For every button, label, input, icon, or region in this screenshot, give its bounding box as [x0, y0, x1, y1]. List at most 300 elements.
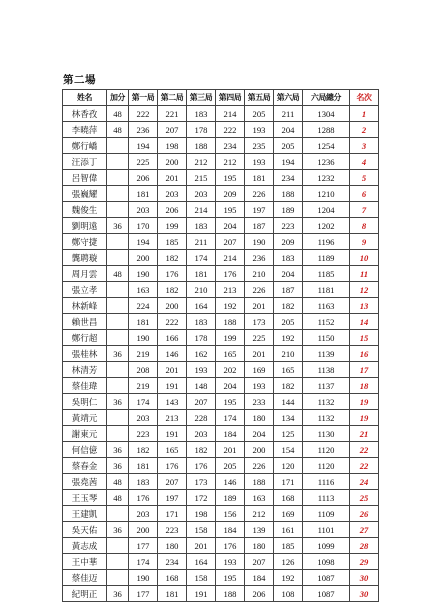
cell-game-5: 184	[245, 570, 274, 586]
cell-game-1: 206	[129, 170, 158, 186]
cell-game-5: 201	[245, 298, 274, 314]
cell-name: 林新峰	[63, 298, 107, 314]
cell-game-3: 183	[187, 314, 216, 330]
table-row	[63, 202, 379, 218]
cell-total: 1087	[303, 570, 350, 586]
cell-rank: 3	[350, 138, 379, 154]
cell-game-6: 234	[274, 170, 303, 186]
cell-total: 1139	[303, 346, 350, 362]
cell-game-1: 163	[129, 282, 158, 298]
cell-name: 黃靖元	[63, 410, 107, 426]
table-row	[63, 330, 379, 346]
cell-game-6: 223	[274, 218, 303, 234]
table-row	[63, 250, 379, 266]
cell-game-3: 215	[187, 170, 216, 186]
cell-game-4: 174	[216, 410, 245, 426]
cell-game-5: 226	[245, 282, 274, 298]
cell-game-3: 182	[187, 442, 216, 458]
cell-game-4: 212	[216, 154, 245, 170]
cell-game-4: 176	[216, 538, 245, 554]
cell-bonus	[107, 506, 129, 522]
cell-total: 1137	[303, 378, 350, 394]
cell-game-6: 187	[274, 282, 303, 298]
cell-game-2: 171	[158, 506, 187, 522]
cell-game-2: 199	[158, 218, 187, 234]
table-row	[63, 314, 379, 330]
table-row	[63, 474, 379, 490]
cell-name: 吳天佑	[63, 522, 107, 538]
cell-game-3: 214	[187, 202, 216, 218]
cell-game-4: 205	[216, 458, 245, 474]
cell-game-2: 182	[158, 282, 187, 298]
cell-rank: 8	[350, 218, 379, 234]
cell-game-2: 203	[158, 186, 187, 202]
cell-game-2: 221	[158, 106, 187, 122]
cell-game-1: 194	[129, 234, 158, 250]
table-row	[63, 170, 379, 186]
cell-game-1: 224	[129, 298, 158, 314]
cell-game-3: 198	[187, 506, 216, 522]
cell-game-1: 200	[129, 522, 158, 538]
cell-rank: 18	[350, 378, 379, 394]
table-row	[63, 586, 379, 602]
cell-name: 林香孜	[63, 106, 107, 122]
cell-rank: 19	[350, 410, 379, 426]
cell-rank: 4	[350, 154, 379, 170]
table-row	[63, 522, 379, 538]
cell-game-3: 183	[187, 218, 216, 234]
cell-name: 吳明仁	[63, 394, 107, 410]
cell-rank: 19	[350, 394, 379, 410]
cell-game-6: 192	[274, 570, 303, 586]
cell-bonus	[107, 554, 129, 570]
cell-game-6: 171	[274, 474, 303, 490]
score-table-body	[63, 106, 379, 602]
cell-game-6: 125	[274, 426, 303, 442]
cell-name: 王建凱	[63, 506, 107, 522]
cell-game-1: 223	[129, 426, 158, 442]
cell-game-4: 207	[216, 234, 245, 250]
table-row	[63, 554, 379, 570]
cell-game-2: 181	[158, 586, 187, 602]
cell-name: 賴世昌	[63, 314, 107, 330]
cell-game-6: 204	[274, 122, 303, 138]
cell-game-5: 225	[245, 330, 274, 346]
cell-game-2: 223	[158, 522, 187, 538]
cell-name: 王中華	[63, 554, 107, 570]
cell-game-6: 205	[274, 314, 303, 330]
cell-bonus	[107, 282, 129, 298]
cell-game-1: 219	[129, 346, 158, 362]
cell-total: 1288	[303, 122, 350, 138]
cell-game-4: 156	[216, 506, 245, 522]
cell-bonus	[107, 298, 129, 314]
cell-game-3: 164	[187, 298, 216, 314]
cell-rank: 15	[350, 330, 379, 346]
table-row	[63, 426, 379, 442]
cell-total: 1132	[303, 394, 350, 410]
header-total: 六局總分	[303, 90, 350, 106]
cell-game-2: 200	[158, 298, 187, 314]
cell-total: 1109	[303, 506, 350, 522]
cell-total: 1189	[303, 250, 350, 266]
cell-game-6: 204	[274, 266, 303, 282]
cell-game-6: 205	[274, 138, 303, 154]
cell-game-5: 139	[245, 522, 274, 538]
cell-game-2: 201	[158, 362, 187, 378]
cell-game-4: 204	[216, 378, 245, 394]
cell-bonus	[107, 330, 129, 346]
table-row	[63, 378, 379, 394]
cell-rank: 21	[350, 426, 379, 442]
cell-total: 1101	[303, 522, 350, 538]
cell-game-4: 214	[216, 106, 245, 122]
cell-game-1: 177	[129, 538, 158, 554]
cell-game-5: 188	[245, 474, 274, 490]
cell-game-6: 185	[274, 538, 303, 554]
cell-game-5: 187	[245, 218, 274, 234]
cell-game-6: 210	[274, 346, 303, 362]
cell-game-2: 143	[158, 394, 187, 410]
cell-name: 張立孝	[63, 282, 107, 298]
cell-game-3: 178	[187, 330, 216, 346]
cell-game-6: 120	[274, 458, 303, 474]
cell-game-1: 194	[129, 138, 158, 154]
table-row	[63, 346, 379, 362]
cell-bonus	[107, 234, 129, 250]
cell-game-6: 189	[274, 202, 303, 218]
cell-game-4: 184	[216, 426, 245, 442]
cell-game-5: 173	[245, 314, 274, 330]
header-bonus: 加分	[107, 90, 129, 106]
cell-game-4: 202	[216, 362, 245, 378]
cell-total: 1120	[303, 458, 350, 474]
cell-total: 1236	[303, 154, 350, 170]
cell-game-2: 165	[158, 442, 187, 458]
cell-game-4: 199	[216, 330, 245, 346]
cell-game-6: 182	[274, 298, 303, 314]
cell-game-3: 148	[187, 378, 216, 394]
cell-rank: 30	[350, 570, 379, 586]
cell-name: 蔡春金	[63, 458, 107, 474]
table-row	[63, 442, 379, 458]
cell-game-6: 144	[274, 394, 303, 410]
cell-name: 何信億	[63, 442, 107, 458]
cell-game-2: 213	[158, 410, 187, 426]
cell-game-5: 197	[245, 202, 274, 218]
cell-game-1: 183	[129, 474, 158, 490]
cell-total: 1254	[303, 138, 350, 154]
cell-name: 周月雲	[63, 266, 107, 282]
cell-name: 謝東元	[63, 426, 107, 442]
cell-game-2: 206	[158, 202, 187, 218]
cell-name: 鄭行超	[63, 330, 107, 346]
cell-rank: 13	[350, 298, 379, 314]
cell-total: 1150	[303, 330, 350, 346]
cell-total: 1181	[303, 282, 350, 298]
cell-bonus	[107, 202, 129, 218]
cell-game-2: 185	[158, 234, 187, 250]
cell-game-3: 158	[187, 570, 216, 586]
cell-game-3: 188	[187, 138, 216, 154]
cell-game-3: 178	[187, 122, 216, 138]
cell-rank: 12	[350, 282, 379, 298]
cell-game-4: 234	[216, 138, 245, 154]
cell-game-6: 211	[274, 106, 303, 122]
cell-game-5: 226	[245, 186, 274, 202]
cell-bonus	[107, 426, 129, 442]
cell-total: 1098	[303, 554, 350, 570]
cell-rank: 26	[350, 506, 379, 522]
table-row	[63, 138, 379, 154]
cell-game-4: 195	[216, 394, 245, 410]
table-row	[63, 570, 379, 586]
cell-game-6: 126	[274, 554, 303, 570]
cell-game-5: 205	[245, 106, 274, 122]
cell-game-4: 184	[216, 522, 245, 538]
cell-game-1: 182	[129, 442, 158, 458]
cell-bonus	[107, 314, 129, 330]
cell-bonus	[107, 138, 129, 154]
cell-rank: 28	[350, 538, 379, 554]
cell-game-1: 208	[129, 362, 158, 378]
cell-name: 劉明遠	[63, 218, 107, 234]
cell-game-2: 166	[158, 330, 187, 346]
cell-rank: 29	[350, 554, 379, 570]
cell-game-1: 236	[129, 122, 158, 138]
cell-game-5: 181	[245, 170, 274, 186]
cell-game-3: 212	[187, 154, 216, 170]
cell-game-2: 176	[158, 458, 187, 474]
cell-game-3: 183	[187, 106, 216, 122]
cell-game-4: 146	[216, 474, 245, 490]
cell-total: 1120	[303, 442, 350, 458]
cell-game-2: 207	[158, 474, 187, 490]
cell-game-1: 177	[129, 586, 158, 602]
cell-game-4: 192	[216, 298, 245, 314]
table-row	[63, 266, 379, 282]
cell-total: 1185	[303, 266, 350, 282]
cell-game-5: 236	[245, 250, 274, 266]
cell-game-5: 190	[245, 234, 274, 250]
cell-game-6: 168	[274, 490, 303, 506]
cell-bonus: 36	[107, 218, 129, 234]
cell-game-3: 201	[187, 538, 216, 554]
table-row	[63, 282, 379, 298]
cell-name: 李曉萍	[63, 122, 107, 138]
table-row	[63, 394, 379, 410]
cell-bonus	[107, 362, 129, 378]
cell-game-6: 182	[274, 378, 303, 394]
cell-bonus: 36	[107, 522, 129, 538]
cell-game-3: 164	[187, 554, 216, 570]
cell-total: 1099	[303, 538, 350, 554]
cell-total: 1130	[303, 426, 350, 442]
table-row	[63, 106, 379, 122]
cell-game-5: 193	[245, 378, 274, 394]
cell-total: 1232	[303, 170, 350, 186]
table-row	[63, 154, 379, 170]
cell-game-2: 182	[158, 250, 187, 266]
cell-game-3: 173	[187, 474, 216, 490]
score-table	[62, 89, 379, 602]
cell-game-5: 226	[245, 458, 274, 474]
cell-game-3: 174	[187, 250, 216, 266]
cell-game-3: 210	[187, 282, 216, 298]
cell-game-3: 158	[187, 522, 216, 538]
cell-rank: 22	[350, 458, 379, 474]
cell-game-4: 195	[216, 170, 245, 186]
cell-total: 1132	[303, 410, 350, 426]
cell-game-4: 209	[216, 186, 245, 202]
cell-game-2: 201	[158, 170, 187, 186]
cell-game-4: 222	[216, 122, 245, 138]
cell-total: 1163	[303, 298, 350, 314]
cell-game-3: 211	[187, 234, 216, 250]
cell-game-6: 209	[274, 234, 303, 250]
cell-total: 1116	[303, 474, 350, 490]
cell-game-4: 188	[216, 586, 245, 602]
cell-bonus: 48	[107, 490, 129, 506]
cell-total: 1113	[303, 490, 350, 506]
cell-total: 1210	[303, 186, 350, 202]
section-title: 第二場	[63, 74, 96, 86]
cell-game-5: 201	[245, 346, 274, 362]
cell-game-2: 198	[158, 138, 187, 154]
cell-game-1: 200	[129, 250, 158, 266]
cell-game-5: 180	[245, 410, 274, 426]
cell-game-3: 191	[187, 586, 216, 602]
table-row	[63, 410, 379, 426]
cell-game-3: 193	[187, 362, 216, 378]
cell-game-4: 214	[216, 250, 245, 266]
cell-game-5: 180	[245, 538, 274, 554]
cell-total: 1152	[303, 314, 350, 330]
cell-bonus	[107, 570, 129, 586]
cell-rank: 14	[350, 314, 379, 330]
cell-bonus: 48	[107, 122, 129, 138]
cell-game-2: 191	[158, 426, 187, 442]
cell-game-4: 193	[216, 554, 245, 570]
cell-game-1: 181	[129, 458, 158, 474]
cell-bonus	[107, 170, 129, 186]
cell-game-5: 235	[245, 138, 274, 154]
cell-game-1: 203	[129, 506, 158, 522]
cell-game-6: 183	[274, 250, 303, 266]
cell-bonus: 36	[107, 442, 129, 458]
header-game-1: 第一局	[129, 90, 158, 106]
header-game-4: 第四局	[216, 90, 245, 106]
cell-bonus: 48	[107, 106, 129, 122]
cell-bonus	[107, 538, 129, 554]
cell-game-2: 176	[158, 266, 187, 282]
cell-game-6: 154	[274, 442, 303, 458]
cell-total: 1138	[303, 362, 350, 378]
cell-game-6: 188	[274, 186, 303, 202]
cell-game-5: 233	[245, 394, 274, 410]
cell-game-5: 207	[245, 554, 274, 570]
cell-game-6: 134	[274, 410, 303, 426]
cell-name: 龔聘璇	[63, 250, 107, 266]
cell-game-5: 206	[245, 586, 274, 602]
table-row	[63, 458, 379, 474]
cell-game-4: 189	[216, 490, 245, 506]
cell-game-1: 203	[129, 410, 158, 426]
cell-name: 王玉琴	[63, 490, 107, 506]
header-game-5: 第五局	[245, 90, 274, 106]
cell-game-2: 234	[158, 554, 187, 570]
cell-rank: 25	[350, 490, 379, 506]
cell-game-6: 169	[274, 506, 303, 522]
cell-name: 蔡佳瑋	[63, 378, 107, 394]
header-game-3: 第三局	[187, 90, 216, 106]
table-row	[63, 538, 379, 554]
cell-game-6: 161	[274, 522, 303, 538]
cell-game-6: 108	[274, 586, 303, 602]
cell-game-3: 203	[187, 426, 216, 442]
cell-rank: 9	[350, 234, 379, 250]
cell-game-4: 204	[216, 218, 245, 234]
cell-game-1: 176	[129, 490, 158, 506]
cell-bonus: 36	[107, 346, 129, 362]
cell-name: 林清芳	[63, 362, 107, 378]
cell-name: 張桂林	[63, 346, 107, 362]
cell-game-2: 222	[158, 314, 187, 330]
cell-bonus	[107, 186, 129, 202]
cell-game-6: 194	[274, 154, 303, 170]
cell-game-4: 188	[216, 314, 245, 330]
cell-game-5: 193	[245, 122, 274, 138]
cell-game-3: 203	[187, 186, 216, 202]
table-row	[63, 234, 379, 250]
table-row	[63, 490, 379, 506]
cell-rank: 5	[350, 170, 379, 186]
cell-game-3: 181	[187, 266, 216, 282]
cell-game-4: 165	[216, 346, 245, 362]
cell-bonus: 48	[107, 266, 129, 282]
cell-bonus: 36	[107, 394, 129, 410]
cell-bonus	[107, 250, 129, 266]
cell-bonus	[107, 378, 129, 394]
cell-name: 黃志成	[63, 538, 107, 554]
header-game-2: 第二局	[158, 90, 187, 106]
cell-game-4: 176	[216, 266, 245, 282]
cell-total: 1204	[303, 202, 350, 218]
cell-game-5: 210	[245, 266, 274, 282]
cell-game-2: 200	[158, 154, 187, 170]
cell-game-3: 176	[187, 458, 216, 474]
cell-game-1: 225	[129, 154, 158, 170]
cell-game-1: 174	[129, 394, 158, 410]
table-row	[63, 218, 379, 234]
header-row	[63, 90, 379, 106]
cell-game-2: 197	[158, 490, 187, 506]
cell-bonus: 36	[107, 458, 129, 474]
table-row	[63, 186, 379, 202]
cell-game-6: 165	[274, 362, 303, 378]
cell-rank: 24	[350, 474, 379, 490]
cell-bonus: 48	[107, 474, 129, 490]
cell-game-1: 181	[129, 314, 158, 330]
cell-rank: 11	[350, 266, 379, 282]
cell-game-2: 207	[158, 122, 187, 138]
cell-game-3: 172	[187, 490, 216, 506]
cell-game-1: 181	[129, 186, 158, 202]
cell-name: 鄭守捷	[63, 234, 107, 250]
table-row	[63, 122, 379, 138]
cell-game-5: 169	[245, 362, 274, 378]
cell-rank: 22	[350, 442, 379, 458]
